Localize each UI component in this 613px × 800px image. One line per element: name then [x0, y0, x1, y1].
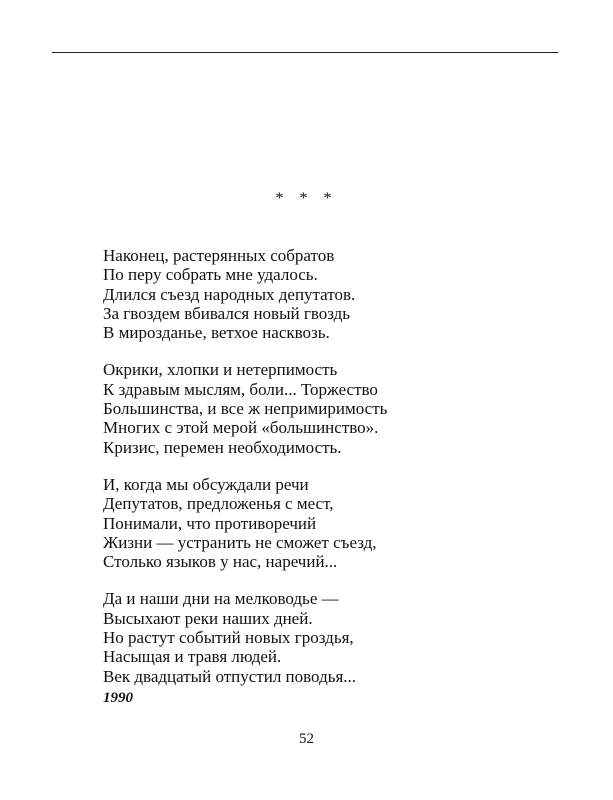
poem-date: 1990 — [103, 690, 133, 706]
poem-line: Наконец, растерянных собратов — [103, 246, 335, 265]
poem-line: По перу собрать мне удалось. — [103, 265, 318, 285]
stanza — [103, 589, 563, 685]
poem-line: Век двадцатый отпустил поводья... — [103, 666, 357, 686]
stanza — [103, 246, 563, 342]
poem-line: За гвоздем вбивался новый гвоздь — [103, 303, 351, 323]
poem-line: К здравым мыслям, боли... Торжество — [103, 379, 378, 399]
poem-line: Понимали, что противоречий — [103, 513, 317, 533]
stanza — [103, 360, 563, 456]
poem-line: Большинства, и все ж непримиримость — [103, 399, 388, 419]
poem-line: Но растут событий новых гроздья, — [103, 628, 354, 648]
poem-line: Столько языков у нас, наречий... — [103, 552, 338, 572]
poem-line: Кризис, перемен необходимость. — [103, 437, 342, 457]
stanza — [103, 475, 563, 571]
page-number: 52 — [299, 731, 314, 747]
poem-line: Длился съезд народных депутатов. — [103, 284, 356, 304]
poem-line: Окрики, хлопки и нетерпимость — [103, 360, 338, 380]
poem-line: Многих с этой мерой «большинство». — [103, 418, 379, 438]
poem-line: В мирозданье, ветхое насквозь. — [103, 323, 330, 343]
poem — [103, 246, 563, 704]
poem-line: Депутатов, предложенья с мест, — [103, 494, 334, 514]
poem-line: Жизни — устранить не сможет съезд, — [103, 532, 377, 552]
section-ornament: * * * — [275, 190, 338, 207]
poem-line: Насыщая и травя людей. — [103, 647, 282, 667]
poem-line: И, когда мы обсуждали речи — [103, 474, 309, 494]
top-rule — [52, 52, 558, 53]
poem-line: Да и наши дни на мелководье — — [103, 589, 339, 609]
poem-line: Высыхают реки наших дней. — [103, 608, 313, 628]
